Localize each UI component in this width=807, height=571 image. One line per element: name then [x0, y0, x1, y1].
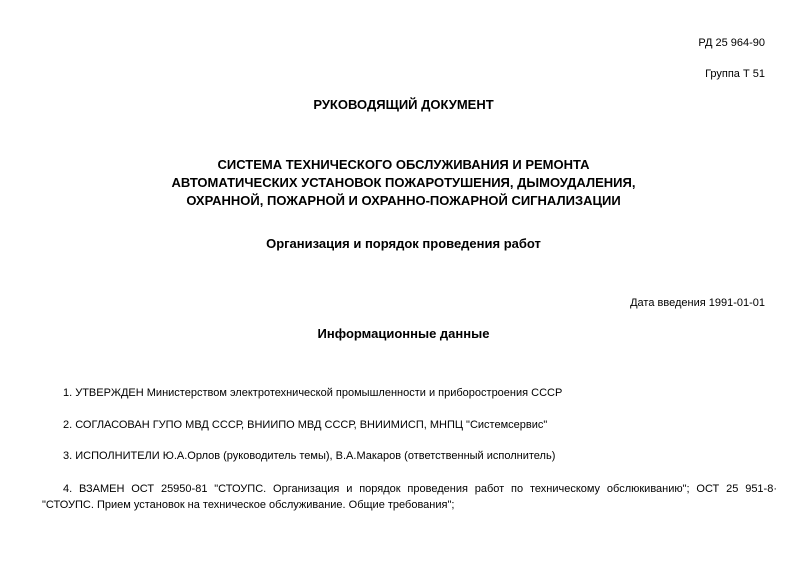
title-line-1: СИСТЕМА ТЕХНИЧЕСКОГО ОБСЛУЖИВАНИЯ И РЕМОНТА	[217, 157, 590, 172]
info-item-replaces-line-2: "СТОУПС. Прием установок на техническое обслуживание. Общие требования";	[42, 499, 455, 511]
title-line-2: АВТОМАТИЧЕСКИХ УСТАНОВОК ПОЖАРОТУШЕНИЯ, ДЫМОУДАЛЕНИЯ,	[171, 175, 636, 190]
document-type-heading: РУКОВОДЯЩИЙ ДОКУМЕНТ	[313, 97, 494, 112]
info-item-approved: 1. УТВЕРЖДЕН Министерством электротехнической промышленности и приборостроения СССР	[63, 387, 563, 399]
document-group: Группа Т 51	[705, 68, 765, 80]
info-item-replaces	[42, 481, 777, 513]
info-data-heading: Информационные данные	[317, 326, 490, 341]
document-title	[0, 156, 807, 210]
info-item-agreed: 2. СОГЛАСОВАН ГУПО МВД СССР, ВНИИПО МВД СССР, ВНИИМИСП, МНПЦ "Системсервис"	[63, 419, 548, 431]
info-item-replaces-line-1: 4. ВЗАМЕН ОСТ 25950-81 "СТОУПС. Организация и порядок проведения работ по техническому обслюкиванию"; ОСТ 25 951-8·	[63, 483, 777, 495]
introduction-date: Дата введения 1991-01-01	[630, 297, 765, 309]
document-subtitle: Организация и порядок проведения работ	[266, 236, 541, 251]
info-item-executors: 3. ИСПОЛНИТЕЛИ Ю.А.Орлов (руководитель темы), В.А.Макаров (ответственный исполнитель)	[63, 450, 556, 462]
document-code: РД 25 964-90	[698, 37, 765, 49]
title-line-3: ОХРАННОЙ, ПОЖАРНОЙ И ОХРАННО-ПОЖАРНОЙ СИГНАЛИЗАЦИИ	[186, 193, 621, 208]
